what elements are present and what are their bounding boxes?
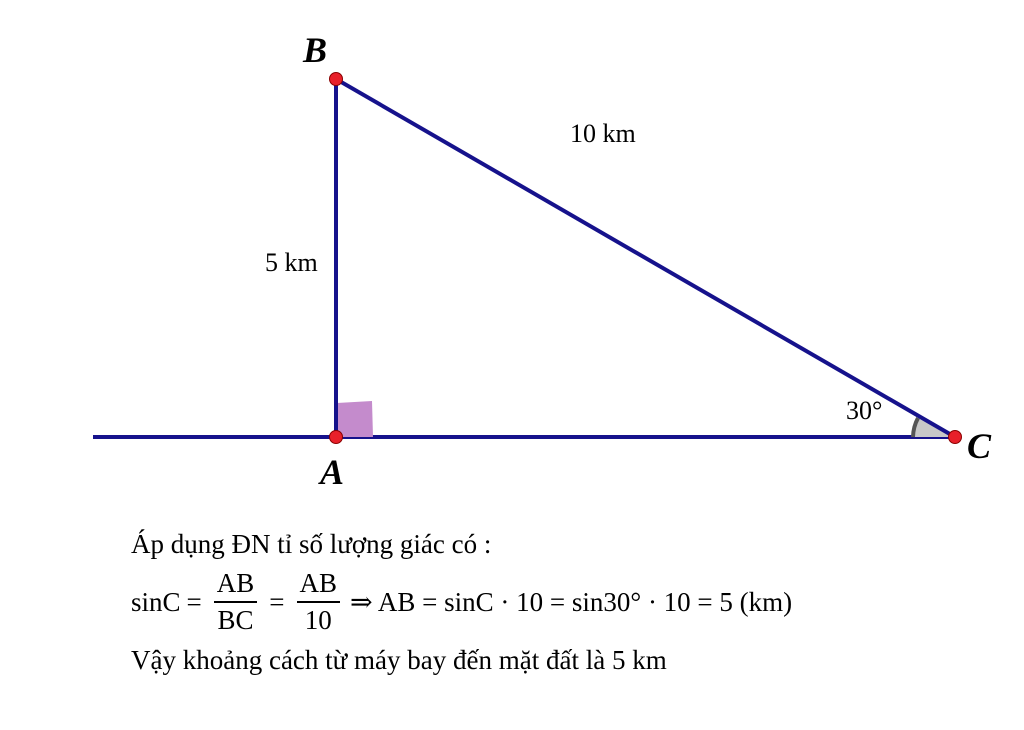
fraction-2-denominator: 10 <box>304 605 332 636</box>
label-angle-c: 30° <box>846 396 883 425</box>
label-length-bc: 10 km <box>570 119 636 148</box>
formula-lhs: sinC <box>131 587 181 618</box>
solution-text <box>131 528 1011 677</box>
formula-result: ⇒ AB = sinC · 10 = sin30° · 10 = 5 (km) <box>350 587 793 618</box>
point-b <box>330 73 343 86</box>
fraction-2-numerator: AB <box>297 568 341 603</box>
label-point-c: C <box>967 426 992 466</box>
solution-line-formula <box>131 560 1011 644</box>
label-point-a: A <box>320 452 345 492</box>
point-a <box>330 431 343 444</box>
solution-line-intro: Áp dụng ĐN tỉ số lượng giác có : <box>131 529 492 559</box>
fraction-ab-over-10 <box>297 568 341 636</box>
fraction-ab-over-bc <box>214 568 258 636</box>
formula-equals-2: = <box>269 587 285 618</box>
solution-line-conclusion: Vậy khoảng cách từ máy bay đến mặt đất là 5 km <box>131 645 667 676</box>
fraction-1-denominator: BC <box>217 605 254 636</box>
formula-equals-1: = <box>186 587 202 618</box>
fraction-1-numerator: AB <box>214 568 258 603</box>
right-angle-marker <box>337 401 373 437</box>
point-c <box>949 431 962 444</box>
label-point-b: B <box>303 30 328 70</box>
label-length-ab: 5 km <box>265 248 318 277</box>
segment-bc <box>336 79 955 437</box>
